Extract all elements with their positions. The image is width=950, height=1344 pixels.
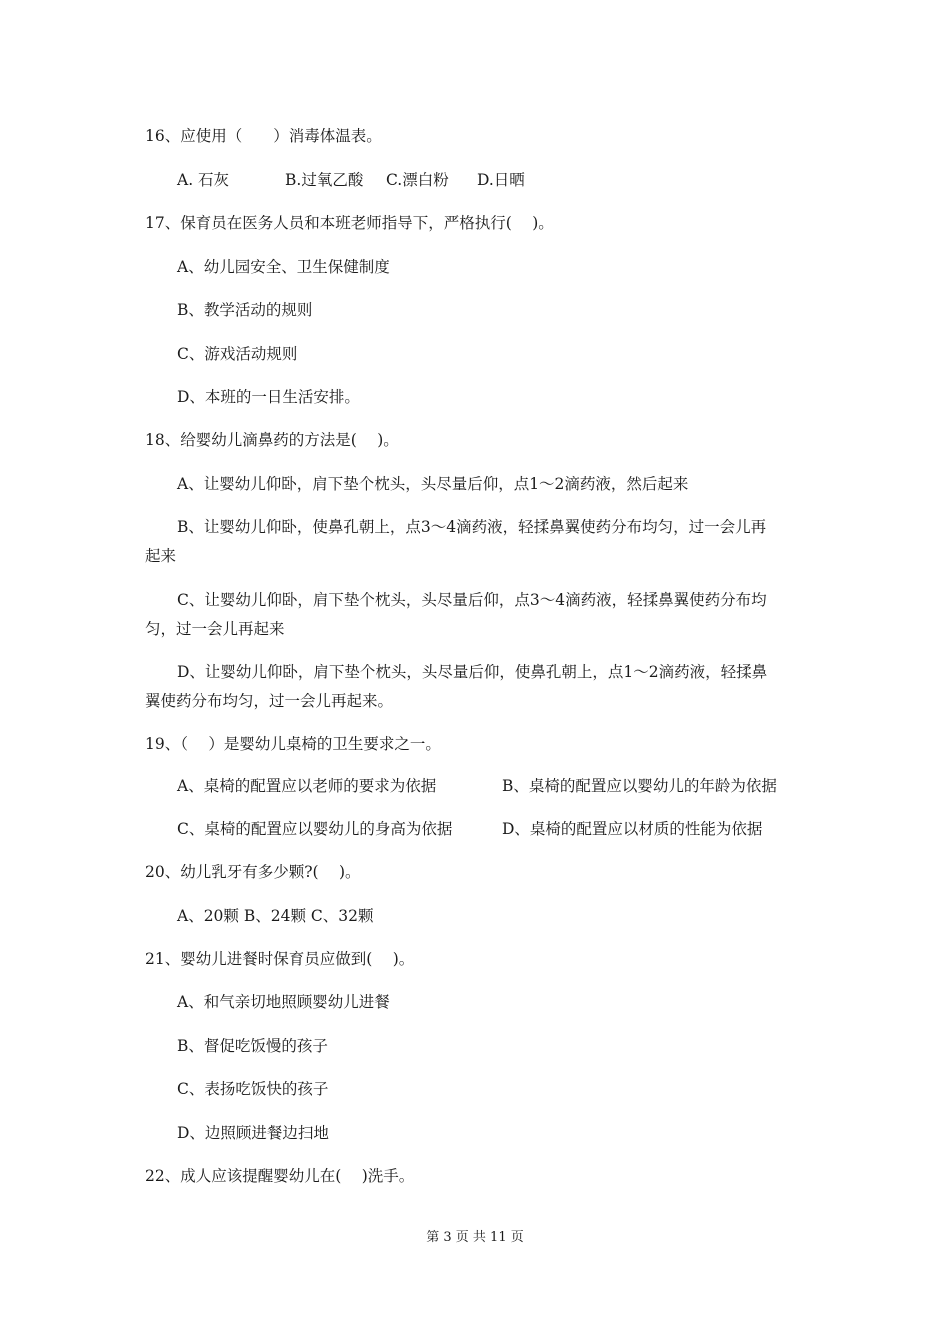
question-16-stem: 16、应使用（ ）消毒体温表。 <box>145 127 382 145</box>
question-17-option-b: B、教学活动的规则 <box>177 301 313 319</box>
question-17-option-d: D、本班的一日生活安排。 <box>177 388 360 406</box>
question-20-options: A、20颗 B、24颗 C、32颗 <box>177 907 374 925</box>
option-c: C.漂白粉 <box>386 171 449 189</box>
option-a: A. 石灰 <box>177 171 230 189</box>
question-21-stem: 21、婴幼儿进餐时保育员应做到( )。 <box>145 950 415 968</box>
question-16-options <box>177 170 525 190</box>
question-18-option-b-line2: 起来 <box>145 547 177 565</box>
question-19-option-c: C、桌椅的配置应以婴幼儿的身高为依据 <box>177 820 453 838</box>
question-18-stem: 18、给婴幼儿滴鼻药的方法是( )。 <box>145 431 399 449</box>
option-d: D.日晒 <box>477 171 525 189</box>
question-19-stem: 19、（ ）是婴幼儿桌椅的卫生要求之一。 <box>145 735 441 753</box>
question-17-option-c: C、游戏活动规则 <box>177 345 298 363</box>
question-19-option-a: A、桌椅的配置应以老师的要求为依据 <box>177 777 437 795</box>
question-18-option-d-line2: 翼使药分布均匀，过一会儿再起来。 <box>145 692 394 710</box>
question-19-option-d: D、桌椅的配置应以材质的性能为依据 <box>502 820 763 838</box>
question-18-option-a: A、让婴幼儿仰卧，肩下垫个枕头，头尽量后仰，点1～2滴药液，然后起来 <box>177 475 689 493</box>
question-21-option-b: B、督促吃饭慢的孩子 <box>177 1037 328 1055</box>
question-21-option-a: A、和气亲切地照顾婴幼儿进餐 <box>177 993 390 1011</box>
question-19-option-b: B、桌椅的配置应以婴幼儿的年龄为依据 <box>502 777 777 795</box>
page-number: 第 3 页 共 11 页 <box>426 1230 524 1245</box>
question-20-stem: 20、幼儿乳牙有多少颗?( )。 <box>145 863 361 881</box>
question-18-option-c-line2: 匀，过一会儿再起来 <box>145 620 285 638</box>
option-b: B.过氧乙酸 <box>285 171 364 189</box>
question-18-option-c-line1: C、让婴幼儿仰卧，肩下垫个枕头，头尽量后仰，点3～4滴药液，轻揉鼻翼使药分布均 <box>177 591 767 609</box>
question-21-option-d: D、边照顾进餐边扫地 <box>177 1124 329 1142</box>
question-22-stem: 22、成人应该提醒婴幼儿在( )洗手。 <box>145 1167 415 1185</box>
question-18-option-d-line1: D、让婴幼儿仰卧，肩下垫个枕头，头尽量后仰，使鼻孔朝上，点1～2滴药液，轻揉鼻 <box>177 663 768 681</box>
question-21-option-c: C、表扬吃饭快的孩子 <box>177 1080 329 1098</box>
question-17-stem: 17、保育员在医务人员和本班老师指导下，严格执行( )。 <box>145 214 554 232</box>
question-17-option-a: A、幼儿园安全、卫生保健制度 <box>177 258 390 276</box>
question-18-option-b-line1: B、让婴幼儿仰卧，使鼻孔朝上，点3～4滴药液，轻揉鼻翼使药分布均匀，过一会儿再 <box>177 518 767 536</box>
